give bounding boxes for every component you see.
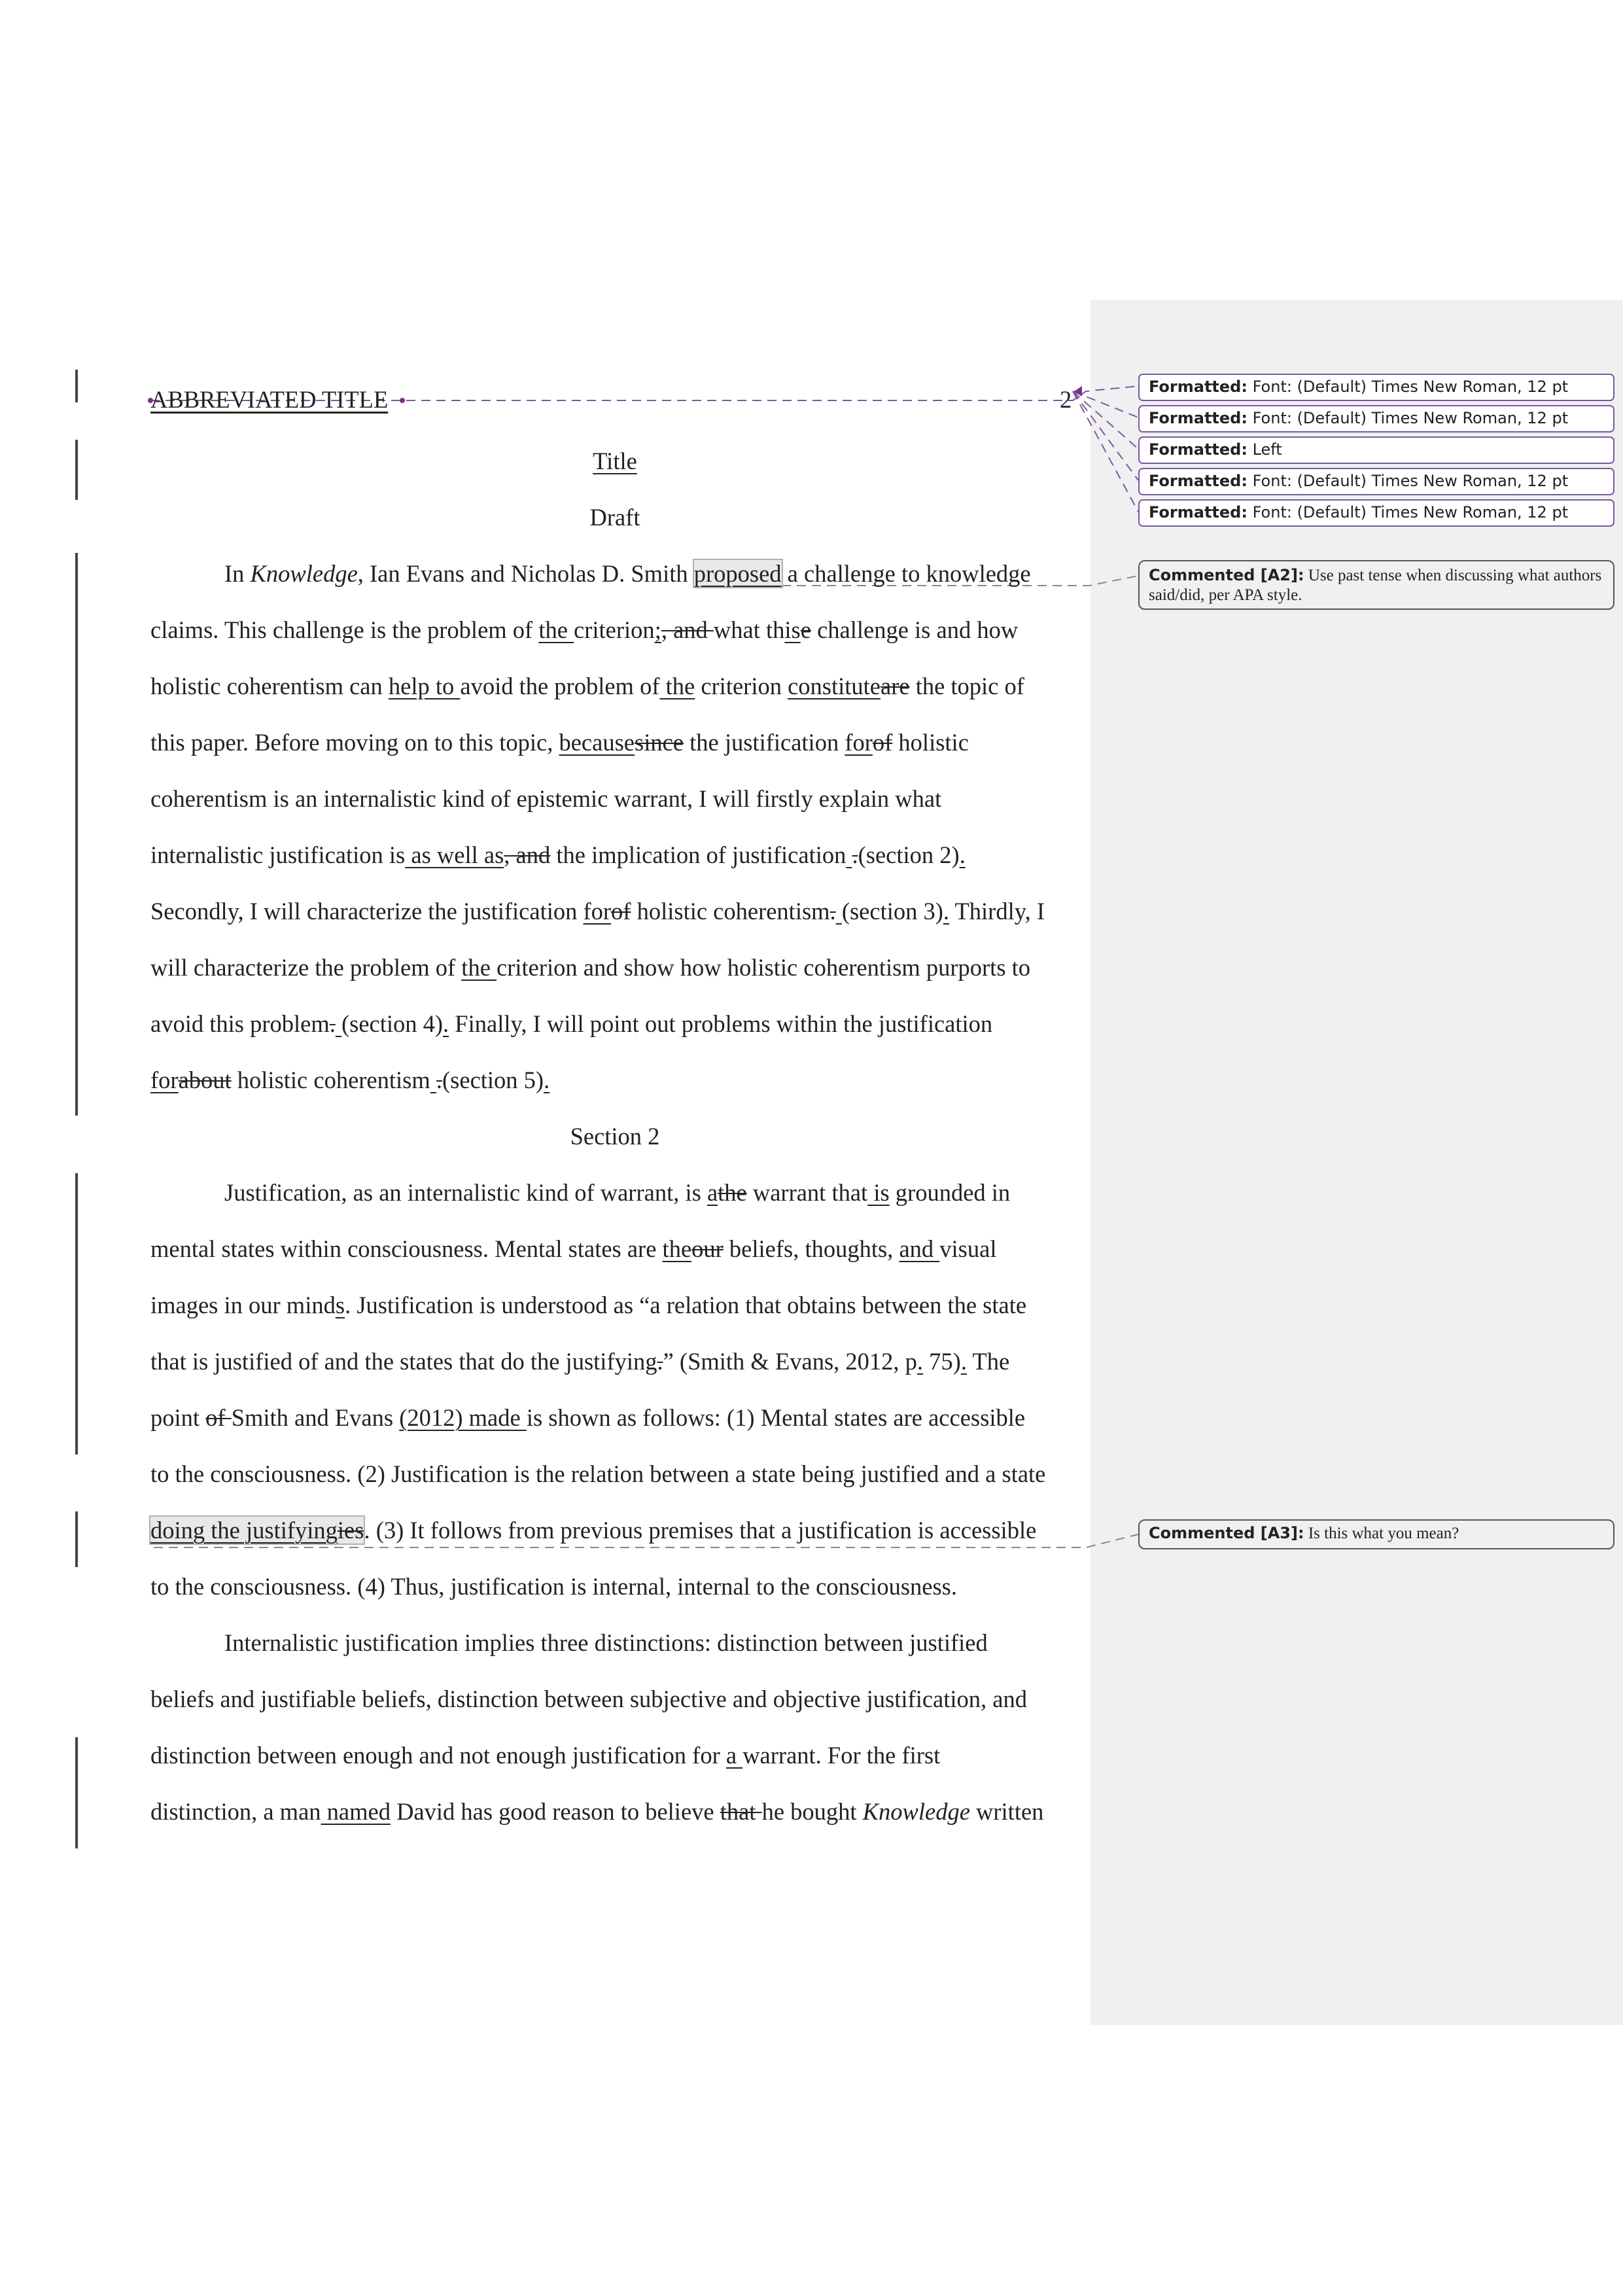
comment-balloon[interactable]: Commented [A3]: Is this what you mean?: [1138, 1519, 1614, 1549]
page-number: 2: [1060, 386, 1072, 413]
text-line: mental states within consciousness. Mental states are theour beliefs, thoughts, and visual: [150, 1235, 997, 1262]
text-line: holistic coherentism can help to avoid the problem of the criterion constituteare the topic of: [150, 673, 1024, 699]
text-line: In Knowledge, Ian Evans and Nicholas D. Smith proposed a challenge to knowledge: [224, 560, 1031, 587]
text-line: claims. This challenge is the problem of the criterion;, and what thise challenge is and how: [150, 616, 1019, 643]
text-line: Justification, as an internalistic kind of warrant, is athe warrant that is grounded in: [224, 1179, 1011, 1206]
commented-text[interactable]: doing the justifyingies: [150, 1517, 364, 1544]
doc-title: Title: [593, 448, 637, 474]
formatting-balloon[interactable]: Formatted: Font: (Default) Times New Roman, 12 pt: [1138, 468, 1614, 495]
text-line: distinction, a man named David has good reason to believe that he bought Knowledge written: [150, 1798, 1044, 1825]
formatting-balloon[interactable]: Formatted: Left: [1138, 436, 1614, 464]
section-heading: Section 2: [570, 1123, 660, 1150]
text-line: coherentism is an internalistic kind of epistemic warrant, I will firstly explain what: [150, 785, 942, 812]
formatting-balloon[interactable]: Formatted: Font: (Default) Times New Roman, 12 pt: [1138, 374, 1614, 401]
text-line: Secondly, I will characterize the justification forof holistic coherentism. (section 3). Thirdly, I: [150, 898, 1045, 925]
text-line: distinction between enough and not enough justification for a warrant. For the first: [150, 1742, 941, 1769]
commented-text[interactable]: proposed: [693, 560, 782, 587]
formatting-balloon[interactable]: Formatted: Font: (Default) Times New Roman, 12 pt: [1138, 405, 1614, 433]
text-line: will characterize the problem of the criterion and show how holistic coherentism purports to: [150, 954, 1031, 981]
text-line: internalistic justification is as well as, and the implication of justification .(section 2).: [150, 841, 966, 868]
text-line: that is justified of and the states that do the justifying.” (Smith & Evans, 2012, p. 75). The: [150, 1348, 1010, 1375]
text-line: doing the justifyingies. (3) It follows from previous premises that a justification is accessible: [150, 1517, 1037, 1544]
text-line: this paper. Before moving on to this topic, becausesince the justification forof holistic: [150, 729, 969, 756]
text-line: images in our minds. Justification is understood as “a relation that obtains between the state: [150, 1292, 1027, 1318]
text-line: Internalistic justification implies three distinctions: distinction between justified: [224, 1629, 988, 1656]
text-line: beliefs and justifiable beliefs, distinction between subjective and objective justification, and: [150, 1686, 1027, 1712]
text-line: avoid this problem. (section 4). Finally, I will point out problems within the justification: [150, 1010, 993, 1037]
text-line: to the consciousness. (4) Thus, justification is internal, internal to the consciousness.: [150, 1573, 958, 1600]
text-line: point of Smith and Evans (2012) made is shown as follows: (1) Mental states are accessible: [150, 1404, 1026, 1431]
text-line: forabout holistic coherentism .(section 5).: [150, 1067, 550, 1093]
page-header: [150, 372, 1079, 413]
document-body[interactable]: [150, 433, 1079, 1860]
text-line: to the consciousness. (2) Justification is the relation between a state being justified and a state: [150, 1460, 1046, 1487]
doc-subtitle: Draft: [589, 504, 640, 531]
formatting-balloon[interactable]: Formatted: Font: (Default) Times New Roman, 12 pt: [1138, 499, 1614, 527]
running-head[interactable]: ABBREVIATED TITLE: [150, 386, 389, 413]
comment-balloon[interactable]: Commented [A2]: Use past tense when discussing what authors said/did, per APA style.: [1138, 560, 1614, 610]
